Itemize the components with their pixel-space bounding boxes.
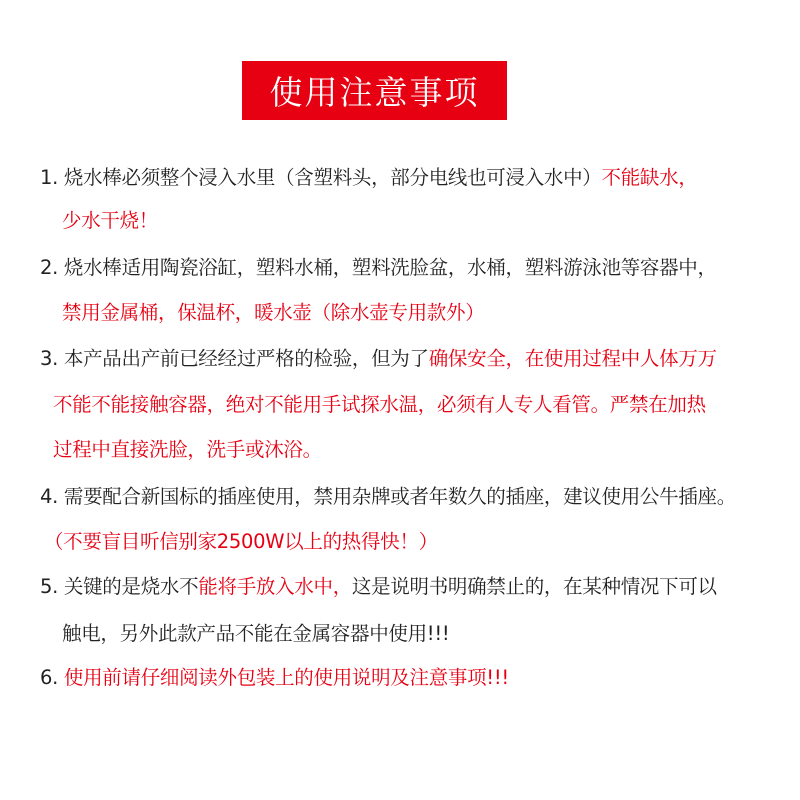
note-2-line-1 xyxy=(40,256,717,280)
note-3-line-2 xyxy=(53,393,706,417)
note-warning-text: 过程中直接洗脸，洗手或沐浴。 xyxy=(53,438,322,461)
note-warning-text: 禁用金属桶，保温杯，暖水壶（除水壶专用款外） xyxy=(62,301,485,324)
note-4-line-2 xyxy=(44,530,438,554)
note-warning-text: 使用前请仔细阅读外包装上的使用说明及注意事项!!! xyxy=(63,666,509,689)
note-warning-text: 不能缺水， xyxy=(601,166,698,189)
note-warning-text: 不能不能接触容器，绝对不能用手试探水温，必须有人专人看管。严禁在加热 xyxy=(53,393,706,416)
note-text: 触电，另外此款产品不能在金属容器中使用!!! xyxy=(62,622,450,645)
note-1-line-2 xyxy=(62,209,158,233)
title-banner xyxy=(242,61,507,120)
note-text: 这是说明书明确禁止的，在某种情况下可以 xyxy=(351,575,717,598)
note-number: 6. xyxy=(40,666,64,689)
note-text: 4. 需要配合新国标的插座使用，禁用杂牌或者年数久的插座，建议使用公牛插座。 xyxy=(40,485,736,508)
note-2-line-2 xyxy=(62,301,484,325)
note-1-line-1 xyxy=(40,166,698,190)
note-text: 2. 烧水棒适用陶瓷浴缸，塑料水桶，塑料洗脸盆，水桶，塑料游泳池等容器中， xyxy=(40,256,717,279)
note-warning-text: （不要盲目听信别家2500W以上的热得快！） xyxy=(44,530,438,553)
note-6-line-1 xyxy=(40,666,509,690)
note-warning-text: 少水干烧！ xyxy=(62,209,159,232)
note-warning-text: 确保安全，在使用过程中人体万万 xyxy=(428,347,717,370)
note-text: 3. 本产品出产前已经经过严格的检验，但为了 xyxy=(40,347,429,370)
note-5-line-2 xyxy=(62,622,449,646)
note-3-line-3 xyxy=(53,438,322,462)
note-3-line-1 xyxy=(40,347,717,371)
note-4-line-1 xyxy=(40,485,736,509)
note-text: 1. 烧水棒必须整个浸入水里（含塑料头，部分电线也可浸入水中） xyxy=(40,166,602,189)
note-text: 5. 关键的是烧水不 xyxy=(40,575,199,598)
note-5-line-1 xyxy=(40,575,717,599)
note-warning-text: 能将手放入水中， xyxy=(198,575,352,598)
page-title: 使用注意事项 xyxy=(269,73,480,112)
